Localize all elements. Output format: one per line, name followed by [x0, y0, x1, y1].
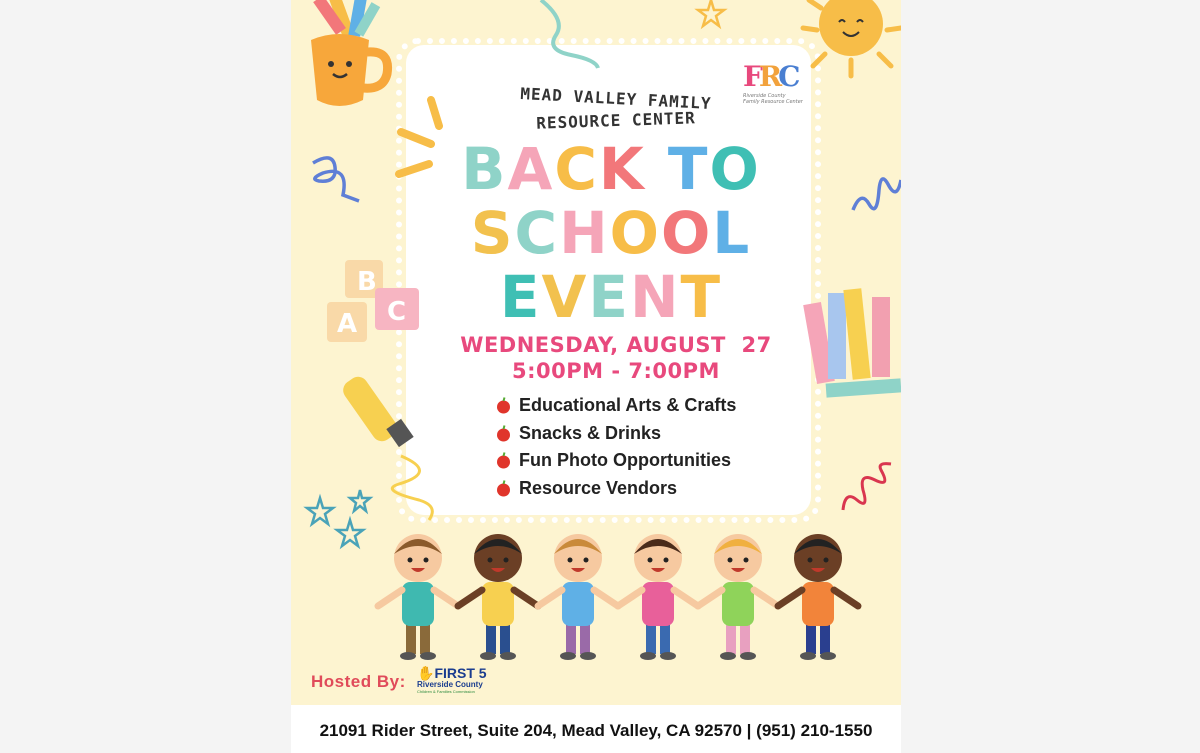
apple-icon [495, 480, 512, 497]
title-letter: S [470, 199, 515, 267]
apple-icon [495, 452, 512, 469]
title-letter: C [514, 199, 560, 267]
title-letter: H [559, 199, 610, 267]
title-letter: K [598, 135, 646, 203]
title-line-1 [441, 135, 781, 203]
squiggle-icon [536, 0, 606, 70]
footer-address: 21091 Rider Street, Suite 204, Mead Valley, CA 92570 | (951) 210-1550 [291, 705, 901, 753]
title-line-3 [441, 263, 781, 331]
title-letter: T [680, 263, 723, 331]
sun-icon [801, 0, 901, 80]
apple-icon [495, 397, 512, 414]
list-item: Snacks & Drinks [495, 420, 736, 448]
hosted-by-label: Hosted By: [311, 672, 406, 691]
kid-figure [698, 534, 778, 660]
frc-logo-subtitle-2: Family Resource Center [743, 99, 803, 105]
apple-icon [495, 425, 512, 442]
abc-blocks-icon [323, 258, 433, 358]
svg-text:B: B [357, 267, 377, 297]
title-letter: E [499, 263, 542, 331]
svg-text:C: C [387, 297, 407, 327]
frc-logo-letters: FRC [743, 60, 797, 93]
title-letter: E [588, 263, 630, 331]
frc-logo [743, 60, 813, 106]
squiggle-icon [313, 155, 363, 205]
pencil-cup-icon [299, 0, 399, 115]
title-letter: B [461, 135, 508, 203]
title-letter: A [507, 135, 555, 203]
title-letter: O [660, 199, 713, 267]
kid-figure [378, 534, 458, 660]
first5-county: Riverside County [417, 680, 483, 689]
title-letter: O [709, 135, 761, 203]
event-datetime [441, 332, 791, 384]
list-item: Educational Arts & Crafts [495, 392, 736, 420]
organizer-name [481, 84, 751, 133]
title-letter: C [554, 135, 599, 203]
kid-figure [458, 534, 538, 660]
list-item: Resource Vendors [495, 475, 736, 503]
title-letter: L [712, 199, 752, 267]
squiggle-icon [851, 160, 901, 220]
squiggle-icon [841, 460, 896, 520]
organizer-line-2: RESOURCE CENTER [535, 108, 697, 133]
list-item: Fun Photo Opportunities [495, 447, 736, 475]
star-icon [696, 0, 726, 26]
title-line-2 [441, 199, 781, 267]
event-flyer [291, 0, 901, 753]
first5-tagline: Children & Families Commission [417, 689, 475, 694]
event-date: WEDNESDAY, AUGUST 27 [460, 333, 772, 357]
first5-logo [417, 666, 489, 702]
kid-figure [538, 534, 618, 660]
title-letter: O [609, 199, 661, 267]
title-letter: V [541, 263, 589, 331]
star-icon [306, 488, 386, 558]
svg-text:A: A [337, 309, 358, 339]
organizer-line-1: MEAD VALLEY FAMILY [519, 84, 713, 113]
kid-figure [618, 534, 698, 660]
kids-illustration [376, 520, 876, 670]
kid-figure [778, 534, 858, 660]
activities-list [495, 392, 736, 502]
first5-name: ✋FIRST 5 [417, 665, 487, 681]
title-letter: T [667, 135, 710, 203]
title-letter: N [630, 263, 681, 331]
event-time: 5:00PM - 7:00PM [512, 359, 720, 383]
books-icon [806, 285, 901, 405]
frc-logo-subtitle-1: Riverside County [743, 93, 786, 99]
